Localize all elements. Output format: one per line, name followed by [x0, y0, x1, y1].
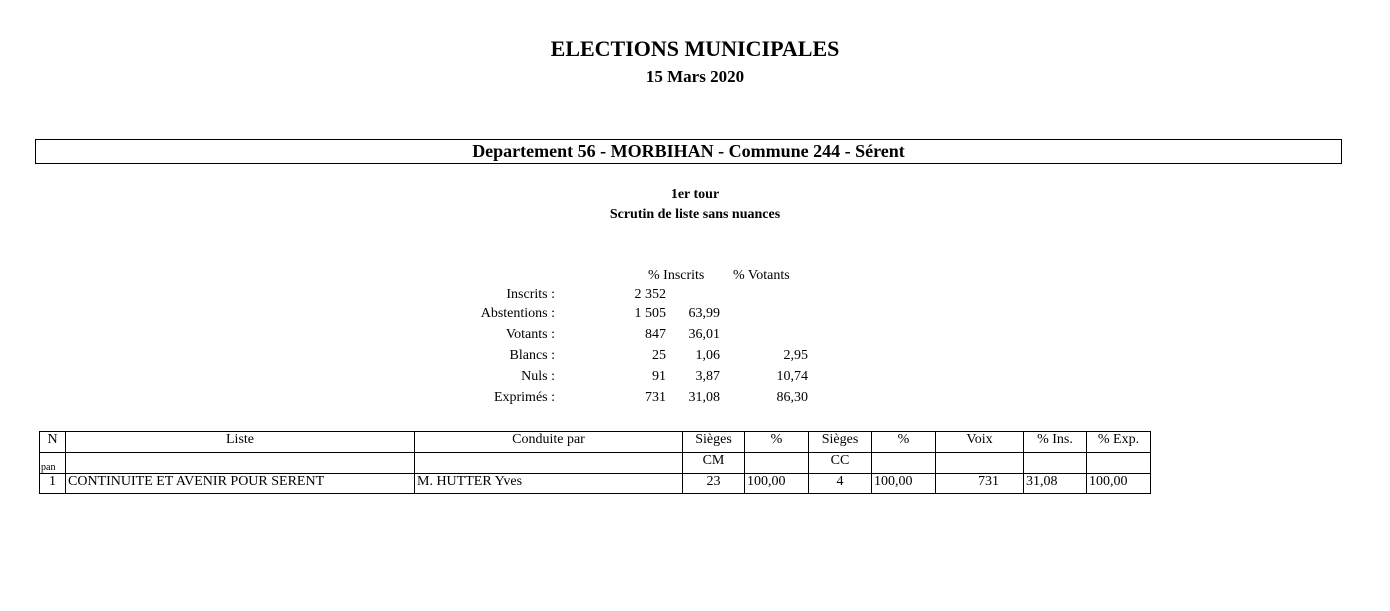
- stats-value: 847: [645, 327, 666, 342]
- header-pct-cc: %: [872, 432, 936, 453]
- election-date: 15 Mars 2020: [645, 67, 745, 86]
- stats-value: 1 505: [634, 306, 666, 321]
- stats-label: Exprimés :: [493, 390, 555, 405]
- stats-value: 2 352: [634, 287, 666, 302]
- stats-pct-votants: 2,95: [783, 348, 808, 363]
- header-sieges-cm: Sièges: [683, 432, 745, 453]
- header-pct-ins: % Ins.: [1024, 432, 1087, 453]
- stats-value: 91: [652, 369, 666, 384]
- scrutin-type: Scrutin de liste sans nuances: [609, 207, 781, 222]
- stats-label: Blancs :: [509, 348, 555, 363]
- cell-conduite: M. HUTTER Yves: [415, 474, 683, 494]
- stats-pct-inscrits: 36,01: [688, 327, 720, 342]
- cell-pct-ins: 31,08: [1024, 474, 1087, 494]
- header-pct-cm: %: [745, 432, 809, 453]
- header-conduite: Conduite par: [415, 432, 683, 453]
- stats-label: Abstentions :: [480, 306, 555, 321]
- stats-label: Inscrits :: [506, 287, 555, 302]
- cell-liste: CONTINUITE ET AVENIR POUR SERENT: [66, 474, 415, 494]
- cell-n: 1: [40, 474, 66, 494]
- stats-value: 25: [652, 348, 666, 363]
- location-banner: Departement 56 - MORBIHAN - Commune 244 - Sérent: [35, 139, 1342, 164]
- stats-pct-inscrits: 3,87: [695, 369, 720, 384]
- page-title: ELECTIONS MUNICIPALES: [550, 36, 840, 61]
- header-sieges-cm-suffix: CM: [683, 453, 745, 474]
- stats-label: Votants :: [505, 327, 555, 342]
- table-row: [40, 474, 1151, 494]
- stats-pct-inscrits: 1,06: [695, 348, 720, 363]
- stats-header-pct-inscrits: % Inscrits: [648, 268, 705, 283]
- table-header-row: [40, 432, 1151, 453]
- header-pan: pan: [40, 453, 66, 474]
- stats-pct-inscrits: 31,08: [688, 390, 720, 405]
- stats-pct-votants: 86,30: [776, 390, 808, 405]
- header-liste: Liste: [66, 432, 415, 453]
- cell-sieges-cc: 4: [809, 474, 872, 494]
- stats-pct-votants: 10,74: [776, 369, 808, 384]
- cell-voix: 731: [936, 474, 1024, 494]
- stats-header-pct-votants: % Votants: [733, 268, 790, 283]
- header-sieges-cc-suffix: CC: [809, 453, 872, 474]
- round-label: 1er tour: [670, 187, 720, 202]
- header-pct-exp: % Exp.: [1087, 432, 1151, 453]
- results-table: [39, 431, 1151, 494]
- table-header-row-2: [40, 453, 1151, 474]
- header-n: N: [40, 432, 66, 453]
- cell-pct-exp: 100,00: [1087, 474, 1151, 494]
- header-sieges-cc: Sièges: [809, 432, 872, 453]
- stats-value: 731: [645, 390, 666, 405]
- stats-pct-inscrits: 63,99: [688, 306, 720, 321]
- cell-sieges-cm: 23: [683, 474, 745, 494]
- header-voix: Voix: [936, 432, 1024, 453]
- cell-pct-cc: 100,00: [872, 474, 936, 494]
- stats-label: Nuls :: [521, 369, 555, 384]
- cell-pct-cm: 100,00: [745, 474, 809, 494]
